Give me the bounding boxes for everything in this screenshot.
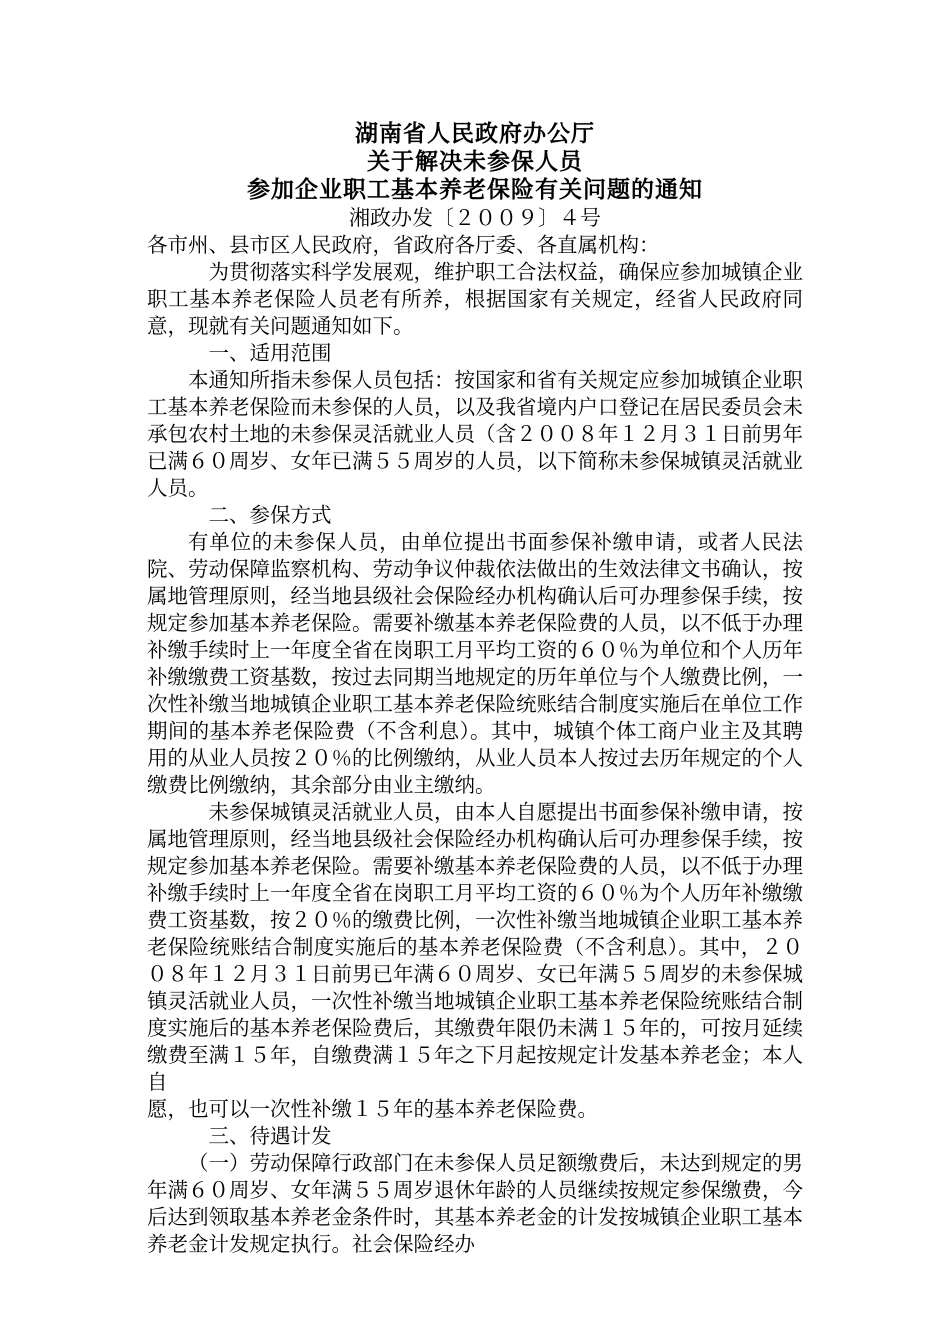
section2-paragraph2-continuation: 愿，也可以一次性补缴１５年的基本养老保险费。 (147, 1097, 598, 1121)
document-title-line1: 湖南省人民政府办公厅 (355, 120, 595, 147)
document-title-line2: 关于解决未参保人员 (367, 148, 583, 175)
section3-paragraph1: （一）劳动保障行政部门在未参保人员足额缴费后，未达到规定的男年满６０周岁、女年满５５周岁退休年龄的人员继续按规定参保缴费，今后达到领取基本养老金条件时，其基本养老金的计发按城镇企业职工基本养老金计发规定执行。社会保险经办 (147, 1151, 803, 1256)
section2-heading: 二、参保方式 (208, 503, 332, 527)
intro-paragraph: 为贯彻落实科学发展观，维护职工合法权益，确保应参加城镇企业职工基本养老保险人员老有所养，根据国家有关规定，经省人民政府同意，现就有关问题通知如下。 (147, 260, 803, 338)
section3-heading: 三、待遇计发 (208, 1124, 332, 1148)
document-number: 湘政办发〔２００９〕４号 (349, 206, 601, 230)
section2-paragraph2: 未参保城镇灵活就业人员，由本人自愿提出书面参保补缴申请，按属地管理原则，经当地县级社会保险经办机构确认后可办理参保手续，按规定参加基本养老保险。需要补缴基本养老保险费的人员，以不低于办理补缴手续时上一年度全省在岗职工月平均工资的６０％为个人历年补缴缴费工资基数，按２０％的缴费比例，一次性补缴当地城镇企业职工基本养老保险统账结合制度实施后的基本养老保险费（不含利息）。其中，２００８年１２月３１日前男已年满６０周岁、女已年满５５周岁的未参保城镇灵活就业人员，一次性补缴当地城镇企业职工基本养老保险统账结合制度实施后的基本养老保险费后，其缴费年限仍未满１５年的，可按月延续缴费至满１５年，自缴费满１５年之下月起按规定计发基本养老金；本人自 (147, 800, 803, 1094)
section1-paragraph: 本通知所指未参保人员包括：按国家和省有关规定应参加城镇企业职工基本养老保险而未参保的人员，以及我省境内户口登记在居民委员会未承包农村土地的未参保灵活就业人员（含２００８年１２月３１日前男年已满６０周岁、女年已满５５周岁的人员，以下简称未参保城镇灵活就业人员。 (147, 368, 803, 500)
section2-paragraph1: 有单位的未参保人员，由单位提出书面参保补缴申请，或者人民法院、劳动保障监察机构、劳动争议仲裁依法做出的生效法律文书确认，按属地管理原则，经当地县级社会保险经办机构确认后可办理参保手续，按规定参加基本养老保险。需要补缴基本养老保险费的人员，以不低于办理补缴手续时上一年度全省在岗职工月平均工资的６０％为单位和个人历年补缴缴费工资基数，按过去同期当地规定的历年单位与个人缴费比例，一次性补缴当地城镇企业职工基本养老保险统账结合制度实施后在单位工作期间的基本养老保险费（不含利息）。其中，城镇个体工商户业主及其聘用的从业人员按２０％的比例缴纳，从业人员本人按过去历年规定的个人缴费比例缴纳，其余部分由业主缴纳。 (147, 530, 803, 797)
document-page (147, 120, 803, 1258)
salutation: 各市州、县市区人民政府，省政府各厅委、各直属机构： (147, 233, 660, 257)
section1-heading: 一、适用范围 (208, 341, 332, 365)
document-title-line3: 参加企业职工基本养老保险有关问题的通知 (247, 176, 703, 203)
